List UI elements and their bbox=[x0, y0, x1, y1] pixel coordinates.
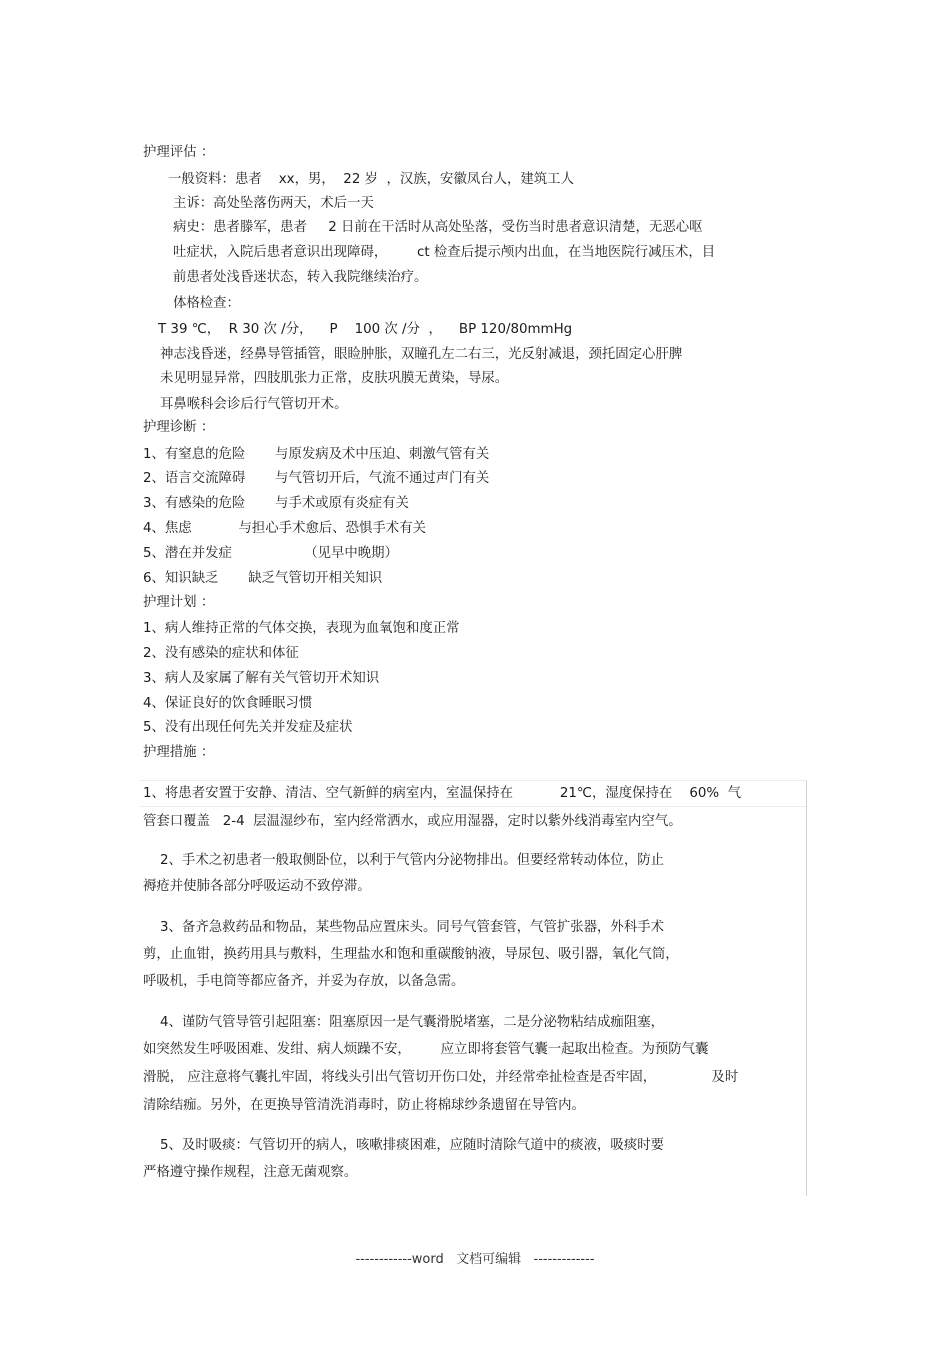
measure-1-line-2: 管套口覆盖 2-4 层温湿纱布，室内经常洒水，或应用湿器，定时以紫外线消毒室内空气。 bbox=[143, 814, 682, 829]
measure-3-line-1: 3、备齐急救药品和物品，某些物品应置床头。同号气管套管，气管扩张器，外科手术 bbox=[143, 920, 664, 935]
measure-4-line-2: 如突然发生呼吸困难、发绀、病人烦躁不安， 应立即将套管气囊一起取出检查。为预防气囊 bbox=[143, 1042, 709, 1057]
measure-4-line-4: 清除结痂。另外，在更换导管清洗消毒时，防止将棉球纱条遗留在导管内。 bbox=[143, 1098, 585, 1113]
general-info: 一般资料：患者 xx，男， 22 岁 ，汉族，安徽凤台人，建筑工人 bbox=[168, 172, 574, 187]
measures-heading: 护理措施 ： bbox=[143, 745, 215, 760]
diagnosis-item: 5、潜在并发症 （见早中晚期） bbox=[143, 546, 398, 561]
measure-3-line-3: 呼吸机，手电筒等都应备齐，并妥为存放，以备急需。 bbox=[143, 974, 465, 989]
measure-4-line-1: 4、谨防气管导管引起阻塞：阻塞原因一是气囊滑脱堵塞，二是分泌物粘结成痂阻塞， bbox=[143, 1015, 664, 1030]
measure-2-line-2: 褥疮并使肺各部分呼吸运动不致停滞。 bbox=[143, 879, 371, 894]
plan-item: 5、没有出现任何先关并发症及症状 bbox=[143, 720, 353, 735]
diagnosis-item: 4、焦虑 与担心手术愈后、恐惧手术有关 bbox=[143, 521, 426, 536]
measure-4-line-3: 滑脱， 应注意将气囊扎牢固，将线头引出气管切开伤口处，并经常牵扯检查是否牢固， 及时 bbox=[143, 1070, 739, 1085]
diagnosis-item: 2、语言交流障碍 与气管切开后，气流不通过声门有关 bbox=[143, 471, 490, 486]
ent-consult: 耳鼻喉科会诊后行气管切开术。 bbox=[160, 397, 348, 412]
history-line-1: 病史：患者滕军，患者 2 日前在干活时从高处坠落，受伤当时患者意识清楚，无恶心呕 bbox=[173, 220, 703, 235]
measure-5-line-1: 5、及时吸痰：气管切开的病人，咳嗽排痰困难，应随时清除气道中的痰液，吸痰时要 bbox=[143, 1138, 664, 1153]
exam-line-1: 神志浅昏迷，经鼻导管插管，眼睑肿胀，双瞳孔左二右三，光反射减退，颈托固定心肝脾 bbox=[160, 347, 683, 362]
plan-item: 2、没有感染的症状和体征 bbox=[143, 646, 299, 661]
history-line-2: 吐症状，入院后患者意识出现障碍， ct 检查后提示颅内出血，在当地医院行减压术，目 bbox=[173, 245, 716, 260]
history-line-3: 前患者处浅昏迷状态，转入我院继续治疗。 bbox=[173, 270, 428, 285]
diagnosis-item: 1、有窒息的危险 与原发病及术中压迫、刺激气管有关 bbox=[143, 447, 490, 462]
plan-item: 3、病人及家属了解有关气管切开术知识 bbox=[143, 671, 380, 686]
exam-line-2: 未见明显异常，四肢肌张力正常，皮肤巩膜无黄染，导尿。 bbox=[160, 371, 509, 386]
assessment-heading: 护理评估 ： bbox=[143, 145, 215, 160]
exam-heading: 体格检查： bbox=[173, 296, 240, 311]
measure-2-line-1: 2、手术之初患者一般取侧卧位，以利于气管内分泌物排出。但要经常转动体位，防止 bbox=[143, 853, 664, 868]
plan-item: 4、保证良好的饮食睡眠习惯 bbox=[143, 696, 313, 711]
measure-3-line-2: 剪，止血钳，换药用具与敷料，生理盐水和饱和重碳酸钠液，导尿包、吸引器，氧化气筒， bbox=[143, 947, 679, 962]
page-footer: ------------word 文档可编辑 ------------- bbox=[355, 1252, 595, 1267]
chief-complaint: 主诉：高处坠落伤两天，术后一天 bbox=[173, 196, 374, 211]
diagnosis-heading: 护理诊断 ： bbox=[143, 420, 215, 435]
plan-item: 1、病人维持正常的气体交换，表现为血氧饱和度正常 bbox=[143, 621, 460, 636]
diagnosis-item: 3、有感染的危险 与手术或原有炎症有关 bbox=[143, 496, 409, 511]
plan-heading: 护理计划 ： bbox=[143, 595, 215, 610]
measures-separator bbox=[140, 806, 806, 807]
diagnosis-item: 6、知识缺乏 缺乏气管切开相关知识 bbox=[143, 571, 383, 586]
measure-1-line-1: 1、将患者安置于安静、清洁、空气新鲜的病室内，室温保持在 21℃，湿度保持在 60% 气 bbox=[143, 786, 741, 801]
measure-5-line-2: 严格遵守操作规程，注意无菌观察。 bbox=[143, 1165, 358, 1180]
vitals: T 39 ℃， R 30 次 /分， P 100 次 /分 ， BP 120/80mmHg bbox=[158, 322, 573, 337]
